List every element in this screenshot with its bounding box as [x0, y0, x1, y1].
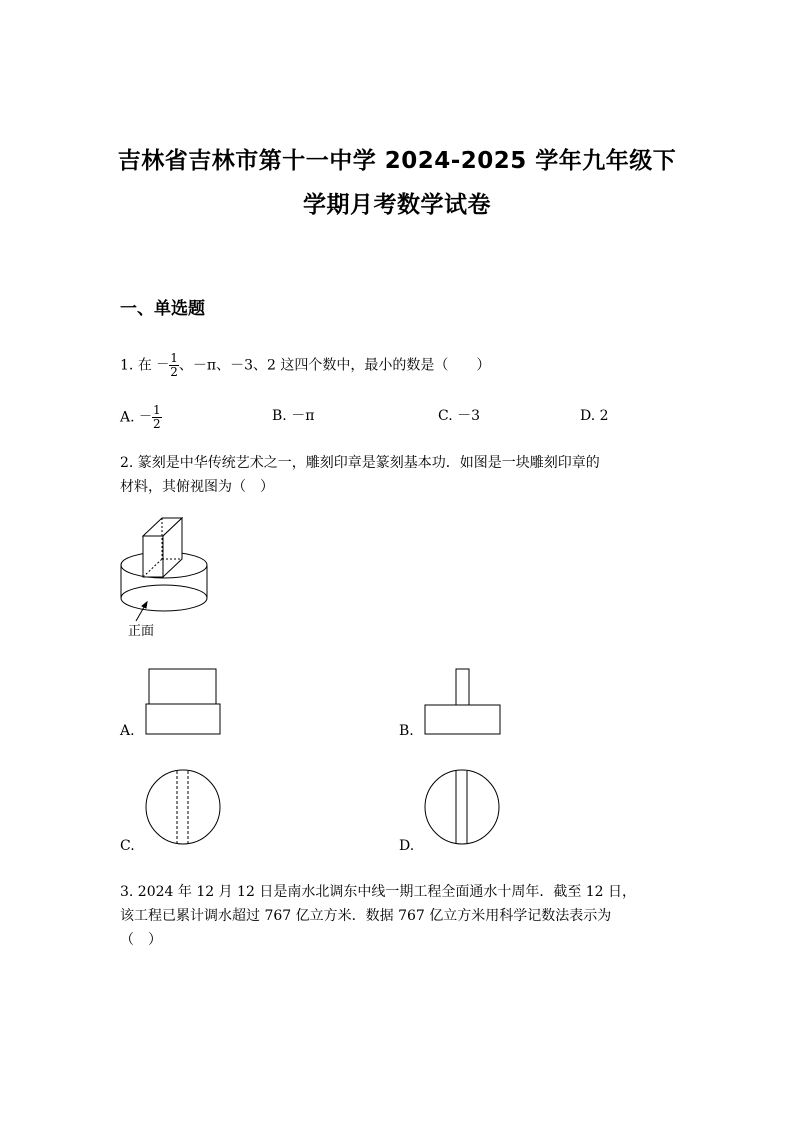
option-a-fraction	[152, 404, 162, 431]
question-1-text: 、－π、－3、2 这四个数中，最小的数是（ ）	[178, 357, 491, 374]
question-2-option-c-label: C.	[120, 838, 135, 854]
question-2-line-2: 材料，其俯视图为（ ）	[120, 479, 274, 495]
question-2-option-a-label: A.	[120, 723, 135, 739]
fraction-denominator: 2	[170, 365, 178, 379]
question-1-fraction	[169, 352, 179, 379]
option-b-figure	[424, 668, 504, 736]
question-1-fraction-sign: －	[156, 357, 170, 373]
question-3-line-3: （ ）	[120, 932, 162, 948]
option-d-figure	[424, 770, 504, 850]
question-1-option-a	[120, 404, 162, 431]
section-heading: 一、单选题	[120, 299, 205, 319]
question-1	[120, 352, 490, 379]
question-1-number: 1.	[120, 357, 134, 374]
front-label: 正面	[128, 624, 155, 639]
question-3-line-1: 3. 2024 年 12 月 12 日是南水北调东中线一期工程全面通水十周年．截至 12 日，	[120, 884, 637, 900]
question-1-option-c: C. －3	[438, 408, 481, 424]
question-2-option-d-label: D.	[399, 838, 415, 854]
question-2-line-1: 2. 篆刻是中华传统艺术之一，雕刻印章是篆刻基本功．如图是一块雕刻印章的	[120, 455, 600, 471]
option-c-figure	[145, 770, 225, 850]
question-2-option-b-label: B.	[399, 723, 414, 739]
page-title-line-1: 吉林省吉林市第十一中学 2024-2025 学年九年级下	[117, 148, 677, 174]
question-1-option-d: D. 2	[580, 408, 609, 424]
fraction-numerator: 1	[153, 403, 161, 417]
question-3-line-2: 该工程已累计调水超过 767 亿立方米．数据 767 亿立方米用科学记数法表示为	[120, 908, 612, 924]
fraction-numerator: 1	[170, 351, 178, 365]
option-a-sign: －	[139, 409, 153, 425]
fraction-denominator: 2	[153, 417, 161, 431]
question-1-prefix: 在	[137, 357, 152, 374]
question-1-option-b: B. －π	[272, 408, 315, 424]
stamp-figure	[110, 512, 220, 642]
option-a-figure	[145, 668, 223, 736]
option-a-label: A.	[120, 409, 135, 426]
page-title-line-2: 学期月考数学试卷	[303, 192, 491, 218]
